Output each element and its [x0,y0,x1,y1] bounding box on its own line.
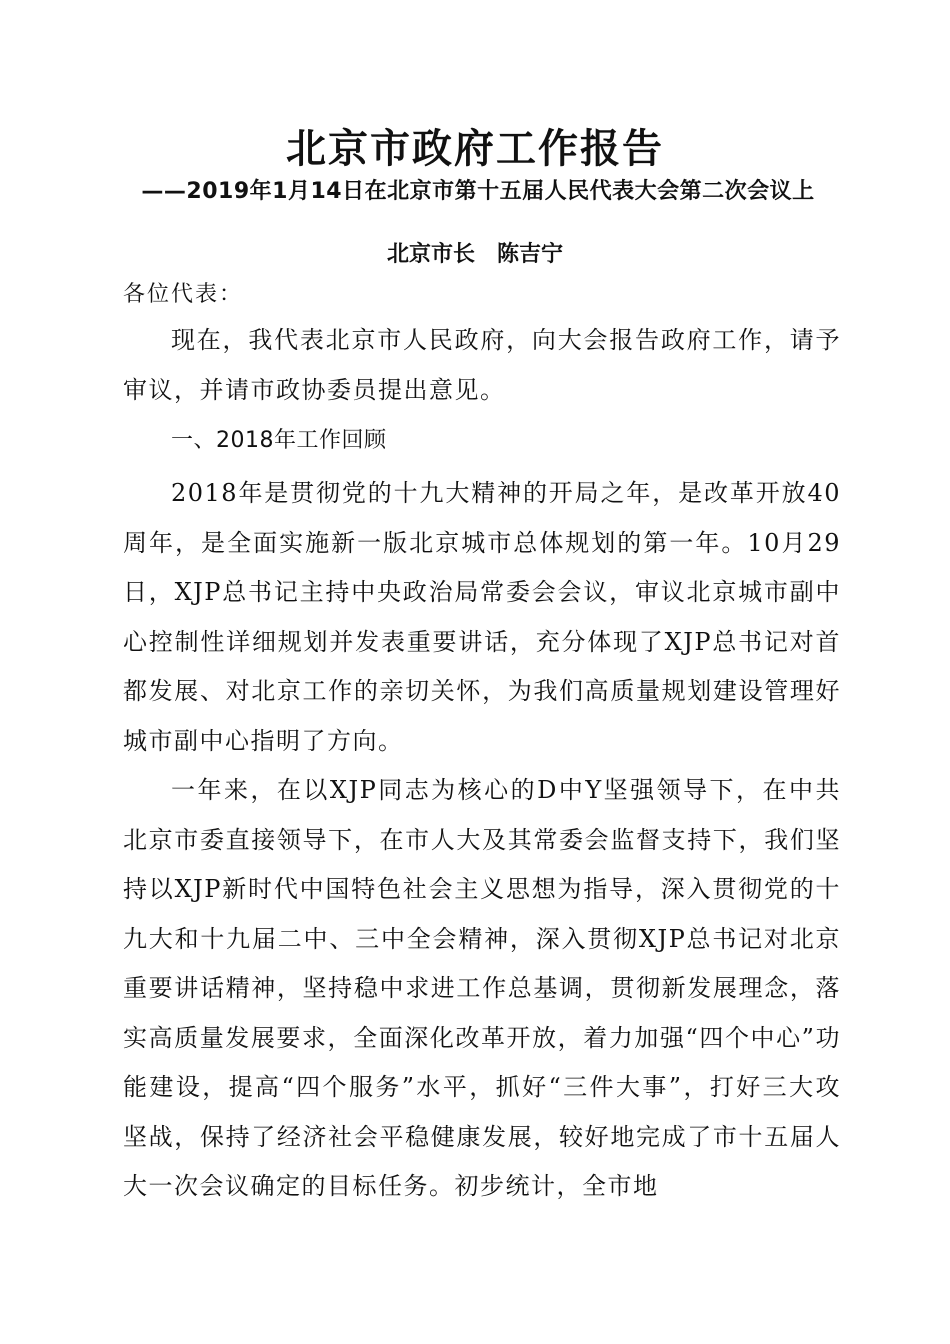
body-paragraph: 一年来，在以XJP同志为核心的D中Y坚强领导下，在中共北京市委直接领导下，在市人大及其常委会监督支持下，我们坚持以XJP新时代中国特色社会主义思想为指导，深入贯彻党的十九大和十九届二中、三中全会精神，深入贯彻XJP总书记对北京重要讲话精神，坚持稳中求进工作总基调，贯彻新发展理念，落实高质量发展要求，全面深化改革开放，着力加强“四个中心”功能建设，提高“四个服务”水平，抓好“三件大事”，打好三大攻坚战，保持了经济社会平稳健康发展，较好地完成了市十五届人大一次会议确定的目标任务。初步统计，全市地 [123,776,841,1200]
salutation: 各位代表： [123,282,244,307]
document-title: 北京市政府工作报告 [286,126,664,172]
section-heading: 一、2018年工作回顾 [171,428,387,453]
document-author: 北京市长 陈吉宁 [386,242,563,267]
body-paragraph: 2018年是贯彻党的十九大精神的开局之年，是改革开放40周年，是全面实施新一版北京城市总体规划的第一年。10月29日，XJP总书记主持中央政治局常委会会议，审议北京城市副中心控制性详细规划并发表重要讲话，充分体现了XJP总书记对首都发展、对北京工作的亲切关怀，为我们高质量规划建设管理好城市副中心指明了方向。 [123,479,841,755]
intro-paragraph: 现在，我代表北京市人民政府，向大会报告政府工作，请予审议，并请市政协委员提出意见。 [123,326,841,404]
document-subtitle: ——2019年1月14日在北京市第十五届人民代表大会第二次会议上 [141,179,815,204]
